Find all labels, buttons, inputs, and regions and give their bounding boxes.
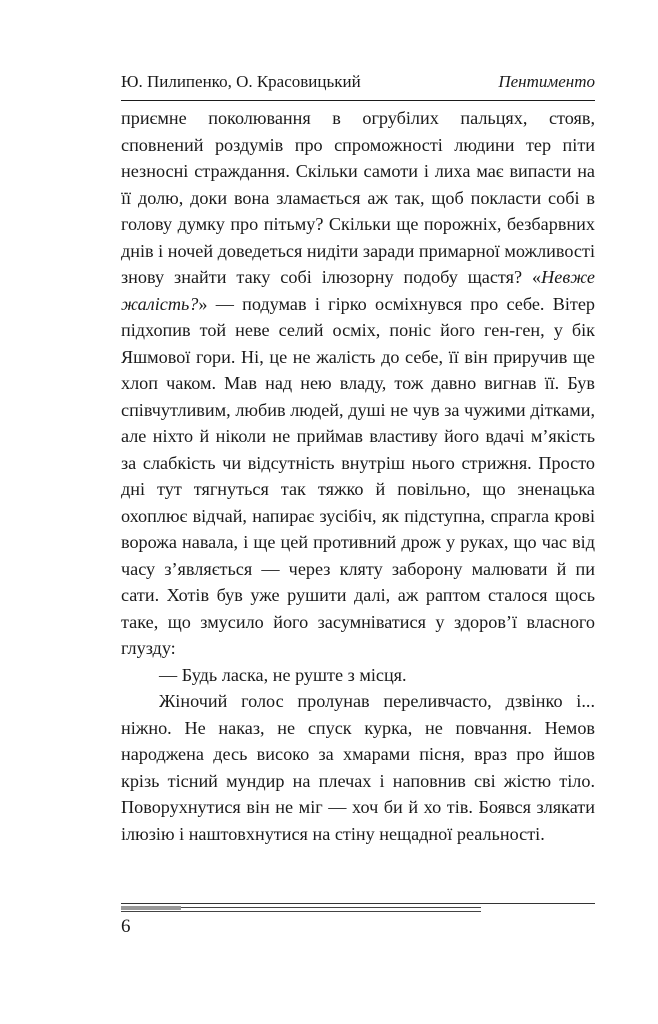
text-line: й повільно, що зненацька охоплює відчай, напирає [121, 479, 596, 526]
text-line: Жіночий голос пролунав переливчасто, дзвінко і... [159, 691, 595, 711]
text-line: — Будь ласка, не руште з місця. [159, 664, 407, 685]
text-line: порожніх, безбарвних днів і ночей доведеться нидіти [121, 214, 595, 261]
footer-rule-line [121, 911, 481, 912]
body-text [121, 105, 595, 847]
text-line: тів. Боявся злякати ілюзію і наштовхнутися на стіну [121, 797, 595, 844]
page-number: 6 [121, 916, 131, 937]
text-line: йшов крізь тісний мундир на плечах і наповнив сві [121, 744, 595, 791]
italic-quote: Невже жалість? [121, 267, 595, 314]
text-line: приємне поколювання в огрубілих пальцях, стояв, [121, 108, 595, 128]
text-line: » — подумав [198, 293, 307, 314]
text-line: сати. Хотів був уже рушити далі, аж раптом сталося [121, 585, 548, 605]
footer-rule-line [121, 903, 595, 904]
text-line: власного глузду: [121, 611, 596, 658]
text-line: вдачі м’якість за слабкість чи відсутність внутріш [121, 426, 595, 473]
text-line: випасти на її долю, доки вона зламається аж так, щоб [121, 161, 595, 208]
footer-decorative-rule [121, 903, 595, 915]
text-line: дітками, але ніхто й ніколи не приймав властиву його [121, 399, 595, 446]
text-line: селий осміх, поніс його ген-ген, у бік Яшмової гори. [121, 320, 595, 367]
text-line: жістю тіло. Поворухнутися він не міг — хоч би й хо [121, 770, 595, 817]
running-header [121, 70, 595, 101]
text-line: піти незносні страждання. Скільки самоти і лиха має [121, 134, 595, 181]
paragraph-1 [121, 105, 595, 662]
header-book-title: Пентименто [498, 72, 595, 91]
text-line: ілюзорну подобу щастя? « [321, 267, 542, 287]
paragraph-2-dialogue [121, 662, 595, 689]
text-line: і ще цей противний дрож у руках, що час від часу [121, 532, 595, 579]
text-line: заради примарної можливості знову знайти таку собі [121, 240, 596, 287]
text-line: сповнений роздумів про спроможності людини тер [121, 134, 552, 155]
text-line: ніжно. Не наказ, не спуск курка, не повчання. Немов [121, 717, 595, 738]
text-line: щось таке, що змусило його засумніватися у здоров’ї [121, 585, 595, 632]
text-line: Ні, це не жалість до себе, її він приручив ще хлоп [121, 346, 595, 393]
text-line: народжена десь високо за хмарами пісня, враз про [121, 744, 545, 764]
text-line: з’являється — через кляту заборону малювати й пи [164, 558, 596, 579]
text-line: покласти собі в голову думку про пітьму? Скільки ще [121, 187, 595, 234]
text-line: і гірко осміхнувся про себе. Вітер підхопив той неве [121, 293, 595, 340]
text-line: нещадної реальності. [379, 823, 545, 844]
paragraph-3 [121, 688, 595, 847]
footer-rule-line [181, 907, 481, 908]
header-authors: Ю. Пилипенко, О. Красовицький [121, 72, 361, 91]
text-line: чаком. Мав над нею владу, тож давно вигнав її. Був [166, 373, 595, 393]
footer-rule-block [121, 906, 181, 910]
text-line: співчутливим, любив людей, душі не чув за чужими [121, 399, 526, 420]
text-line: зусібіч, як підступна, спрагла крові ворожа навала, [121, 505, 596, 552]
text-line: нього стрижня. Просто дні тут тягнуться так тяжко [121, 452, 596, 499]
